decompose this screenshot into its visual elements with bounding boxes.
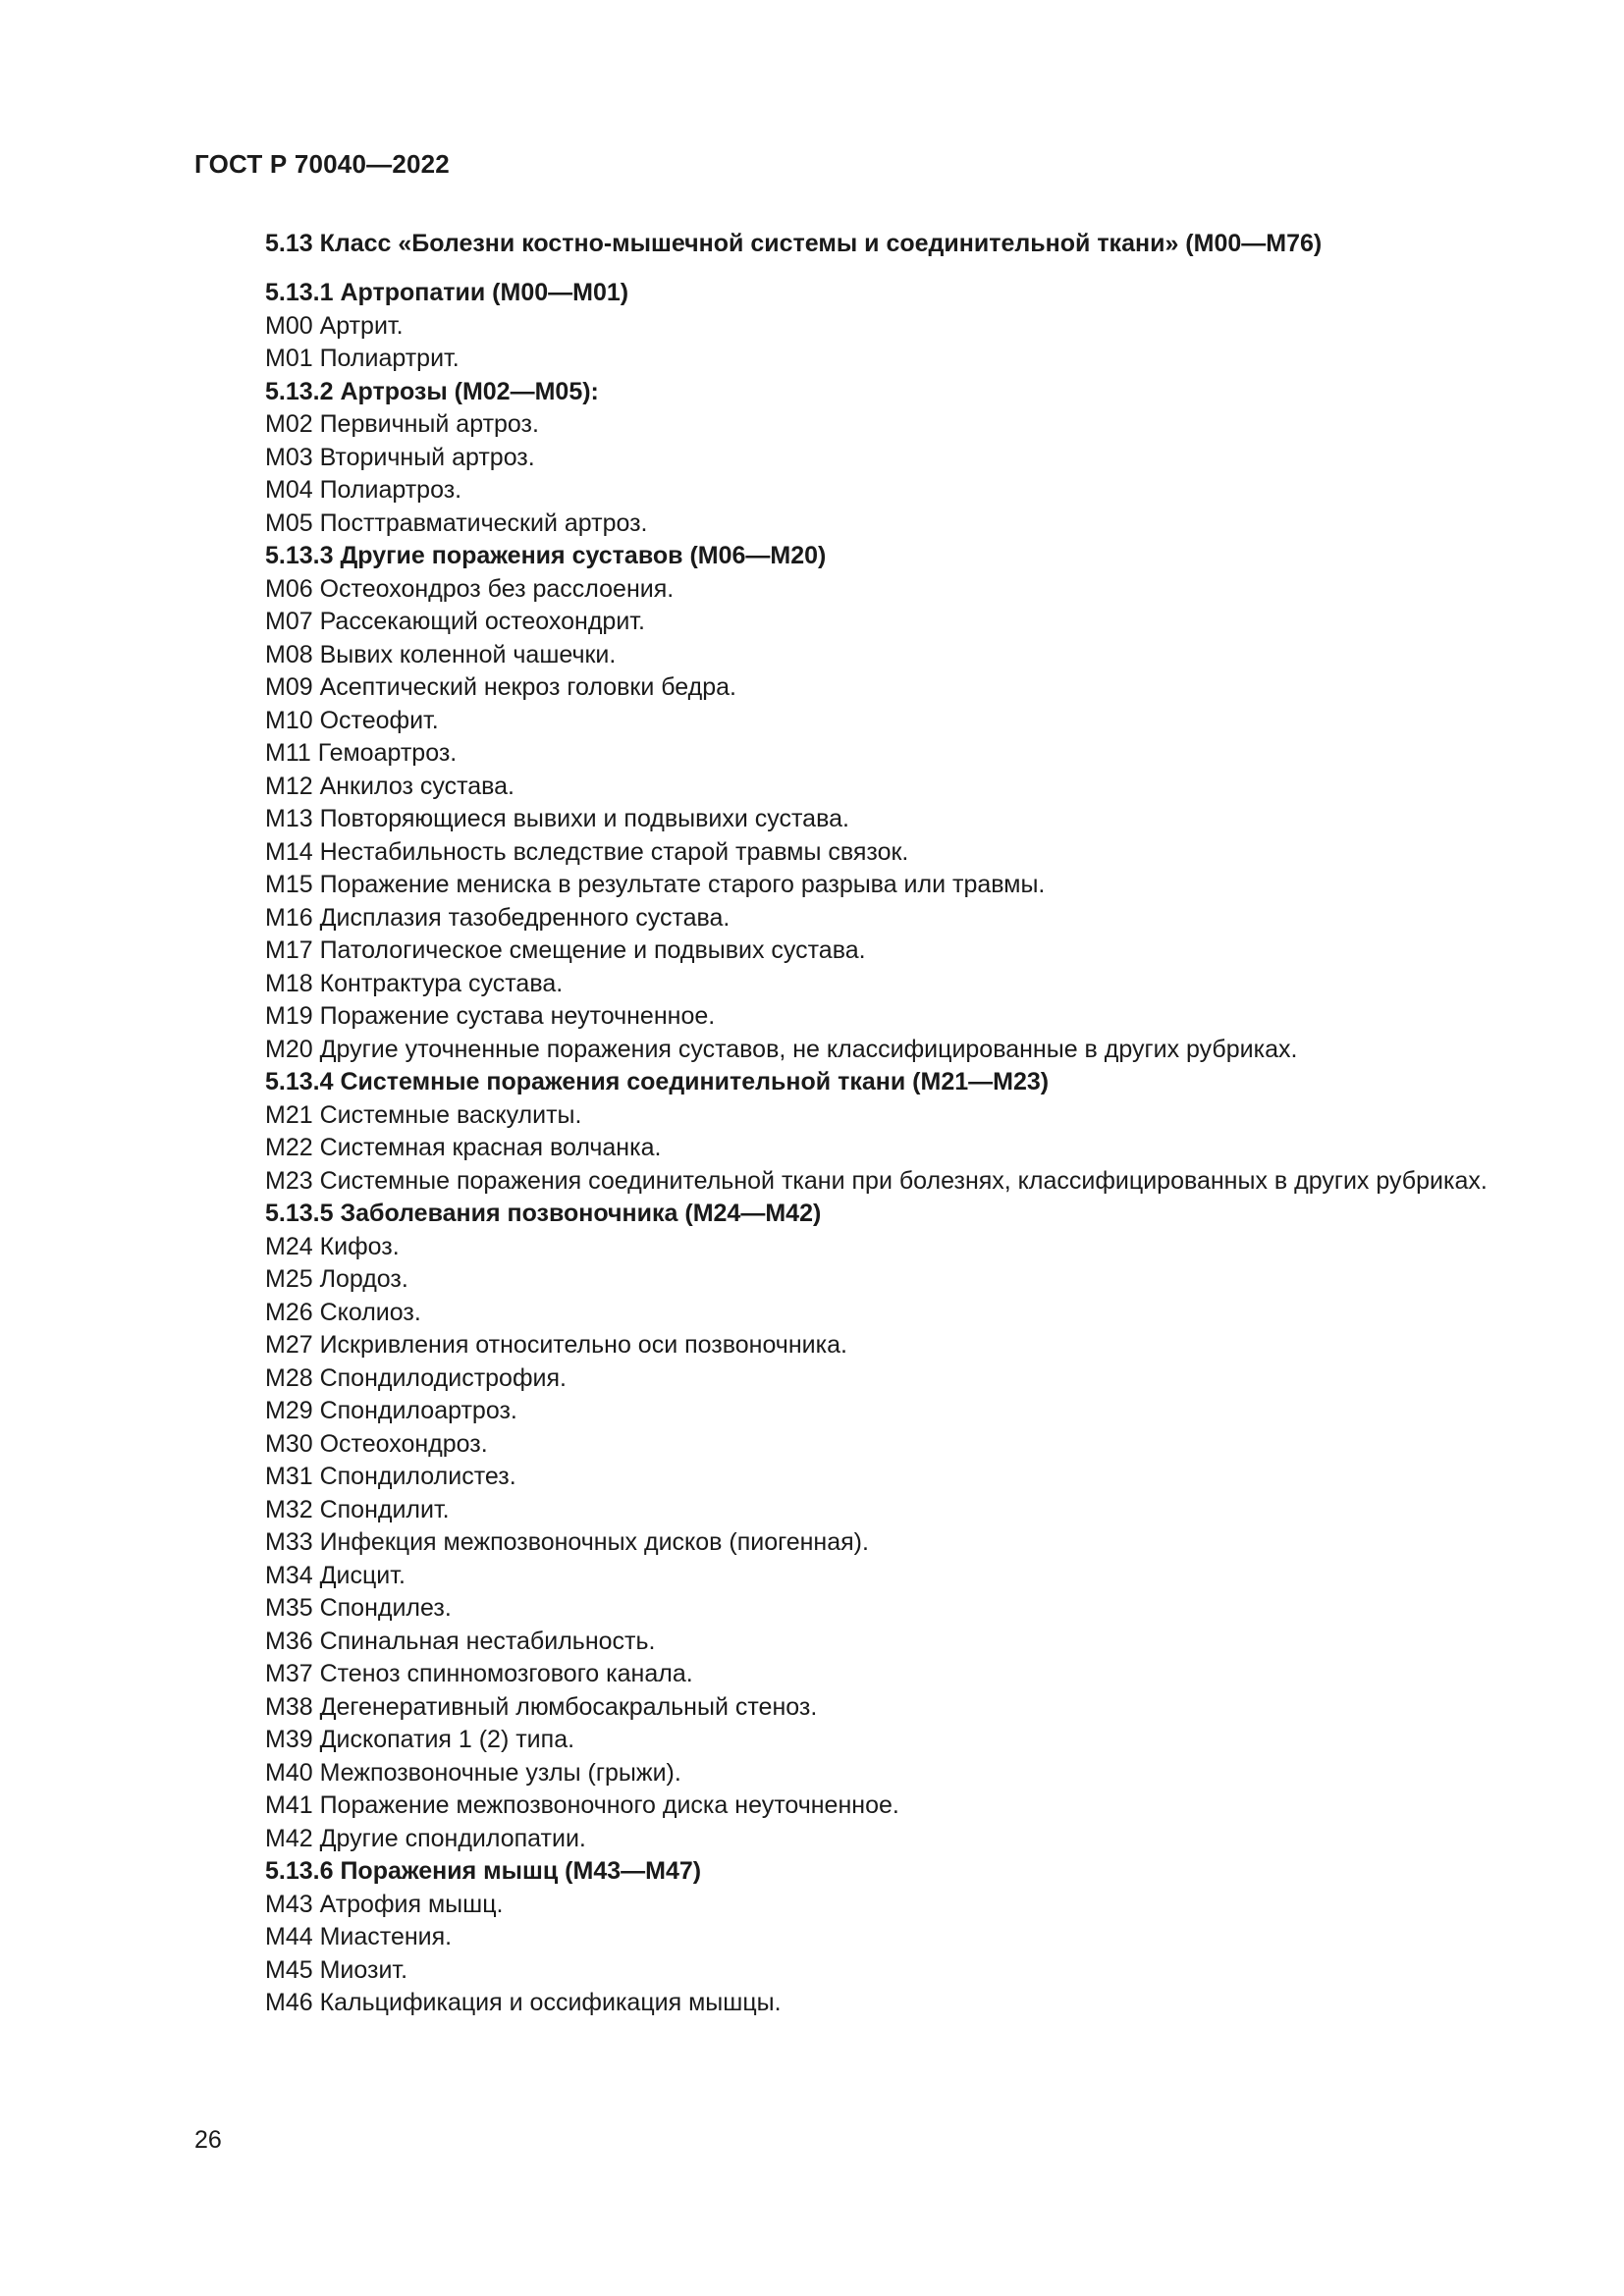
page-number: 26	[194, 2126, 222, 2154]
subsection-heading: 5.13.6 Поражения мышц (M43—M47)	[265, 1857, 702, 1885]
list-item: M35 Спондилез.	[265, 1594, 452, 1622]
subsection-heading: 5.13.4 Системные поражения соединительной ткани (M21—M23)	[265, 1068, 1050, 1095]
list-item: M36 Спинальная нестабильность.	[265, 1627, 656, 1655]
subsection-heading: 5.13.1 Артропатии (M00—M01)	[265, 279, 629, 306]
list-item: M07 Рассекающий остеохондрит.	[265, 608, 645, 635]
list-item: M02 Первичный артроз.	[265, 410, 539, 438]
list-item: M23 Системные поражения соединительной ткани при болезнях, классифицированных в других рубриках.	[265, 1166, 1488, 1195]
list-item: M21 Системные васкулиты.	[265, 1100, 582, 1129]
list-item: M12 Анкилоз сустава.	[265, 772, 515, 800]
list-item: M37 Стеноз спинномозгового канала.	[265, 1660, 693, 1687]
list-item: M27 Искривления относительно оси позвоночника.	[265, 1331, 847, 1359]
list-item: M10 Остеофит.	[265, 706, 439, 734]
list-item: M17 Патологическое смещение и подвывих сустава.	[265, 936, 866, 964]
list-item: M22 Системная красная волчанка.	[265, 1134, 662, 1161]
subsection-heading: 5.13.5 Заболевания позвоночника (M24—M42)	[265, 1200, 822, 1227]
classification-list	[194, 277, 1520, 2020]
list-item: M24 Кифоз.	[265, 1232, 400, 1260]
list-item: M44 Миастения.	[265, 1923, 453, 1950]
section-title: 5.13 Класс «Болезни костно-мышечной системы и соединительной ткани» (M00—M76)	[265, 230, 1323, 257]
list-item: M38 Дегенеративный люмбосакральный стеноз.	[265, 1692, 818, 1721]
list-item: M34 Дисцит.	[265, 1561, 406, 1589]
list-item: M19 Поражение сустава неуточненное.	[265, 1002, 716, 1030]
list-item: M28 Спондилодистрофия.	[265, 1363, 567, 1392]
list-item: M30 Остеохондроз.	[265, 1429, 488, 1458]
list-item: M03 Вторичный артроз.	[265, 443, 535, 471]
list-item: M39 Дископатия 1 (2) типа.	[265, 1726, 575, 1753]
list-item: M13 Повторяющиеся вывихи и подвывихи сустава.	[265, 805, 849, 832]
list-item: M06 Остеохондроз без расслоения.	[265, 574, 675, 603]
document-header-code: ГОСТ Р 70040—2022	[194, 149, 450, 179]
list-item: M09 Асептический некроз головки бедра.	[265, 673, 736, 701]
list-item: M40 Межпозвоночные узлы (грыжи).	[265, 1758, 681, 1787]
list-item: M42 Другие спондилопатии.	[265, 1824, 586, 1852]
list-item: M33 Инфекция межпозвоночных дисков (пиогенная).	[265, 1528, 869, 1556]
list-item: M04 Полиартроз.	[265, 476, 462, 504]
list-item: M01 Полиартрит.	[265, 345, 460, 372]
list-item: M41 Поражение межпозвоночного диска неуточненное.	[265, 1791, 899, 1819]
list-item: M32 Спондилит.	[265, 1495, 450, 1523]
subsection-heading: 5.13.3 Другие поражения суставов (M06—M20)	[265, 542, 827, 569]
list-item: M08 Вывих коленной чашечки.	[265, 640, 617, 668]
list-item: M43 Атрофия мышц.	[265, 1890, 504, 1918]
list-item: M20 Другие уточненные поражения суставов, не классифицированные в других рубриках.	[265, 1035, 1298, 1063]
list-item: M29 Спондилоартроз.	[265, 1397, 517, 1424]
list-item: M05 Посттравматический артроз.	[265, 508, 648, 537]
list-item: M14 Нестабильность вследствие старой травмы связок.	[265, 837, 909, 866]
document-body	[194, 228, 1520, 2020]
list-item: M11 Гемоартроз.	[265, 739, 458, 767]
list-item: M45 Миозит.	[265, 1955, 408, 1984]
list-item: M18 Контрактура сустава.	[265, 969, 564, 997]
list-item: M46 Кальцификация и оссификация мышцы.	[265, 1989, 782, 2016]
list-item: M16 Дисплазия тазобедренного сустава.	[265, 903, 731, 932]
list-item: M31 Спондилолистез.	[265, 1463, 516, 1490]
list-item: M26 Сколиоз.	[265, 1298, 421, 1326]
list-item: M25 Лордоз.	[265, 1265, 408, 1293]
subsection-heading: 5.13.2 Артрозы (M02—M05):	[265, 377, 599, 405]
list-item: M15 Поражение мениска в результате старого разрыва или травмы.	[265, 871, 1046, 898]
list-item: M00 Артрит.	[265, 311, 404, 340]
